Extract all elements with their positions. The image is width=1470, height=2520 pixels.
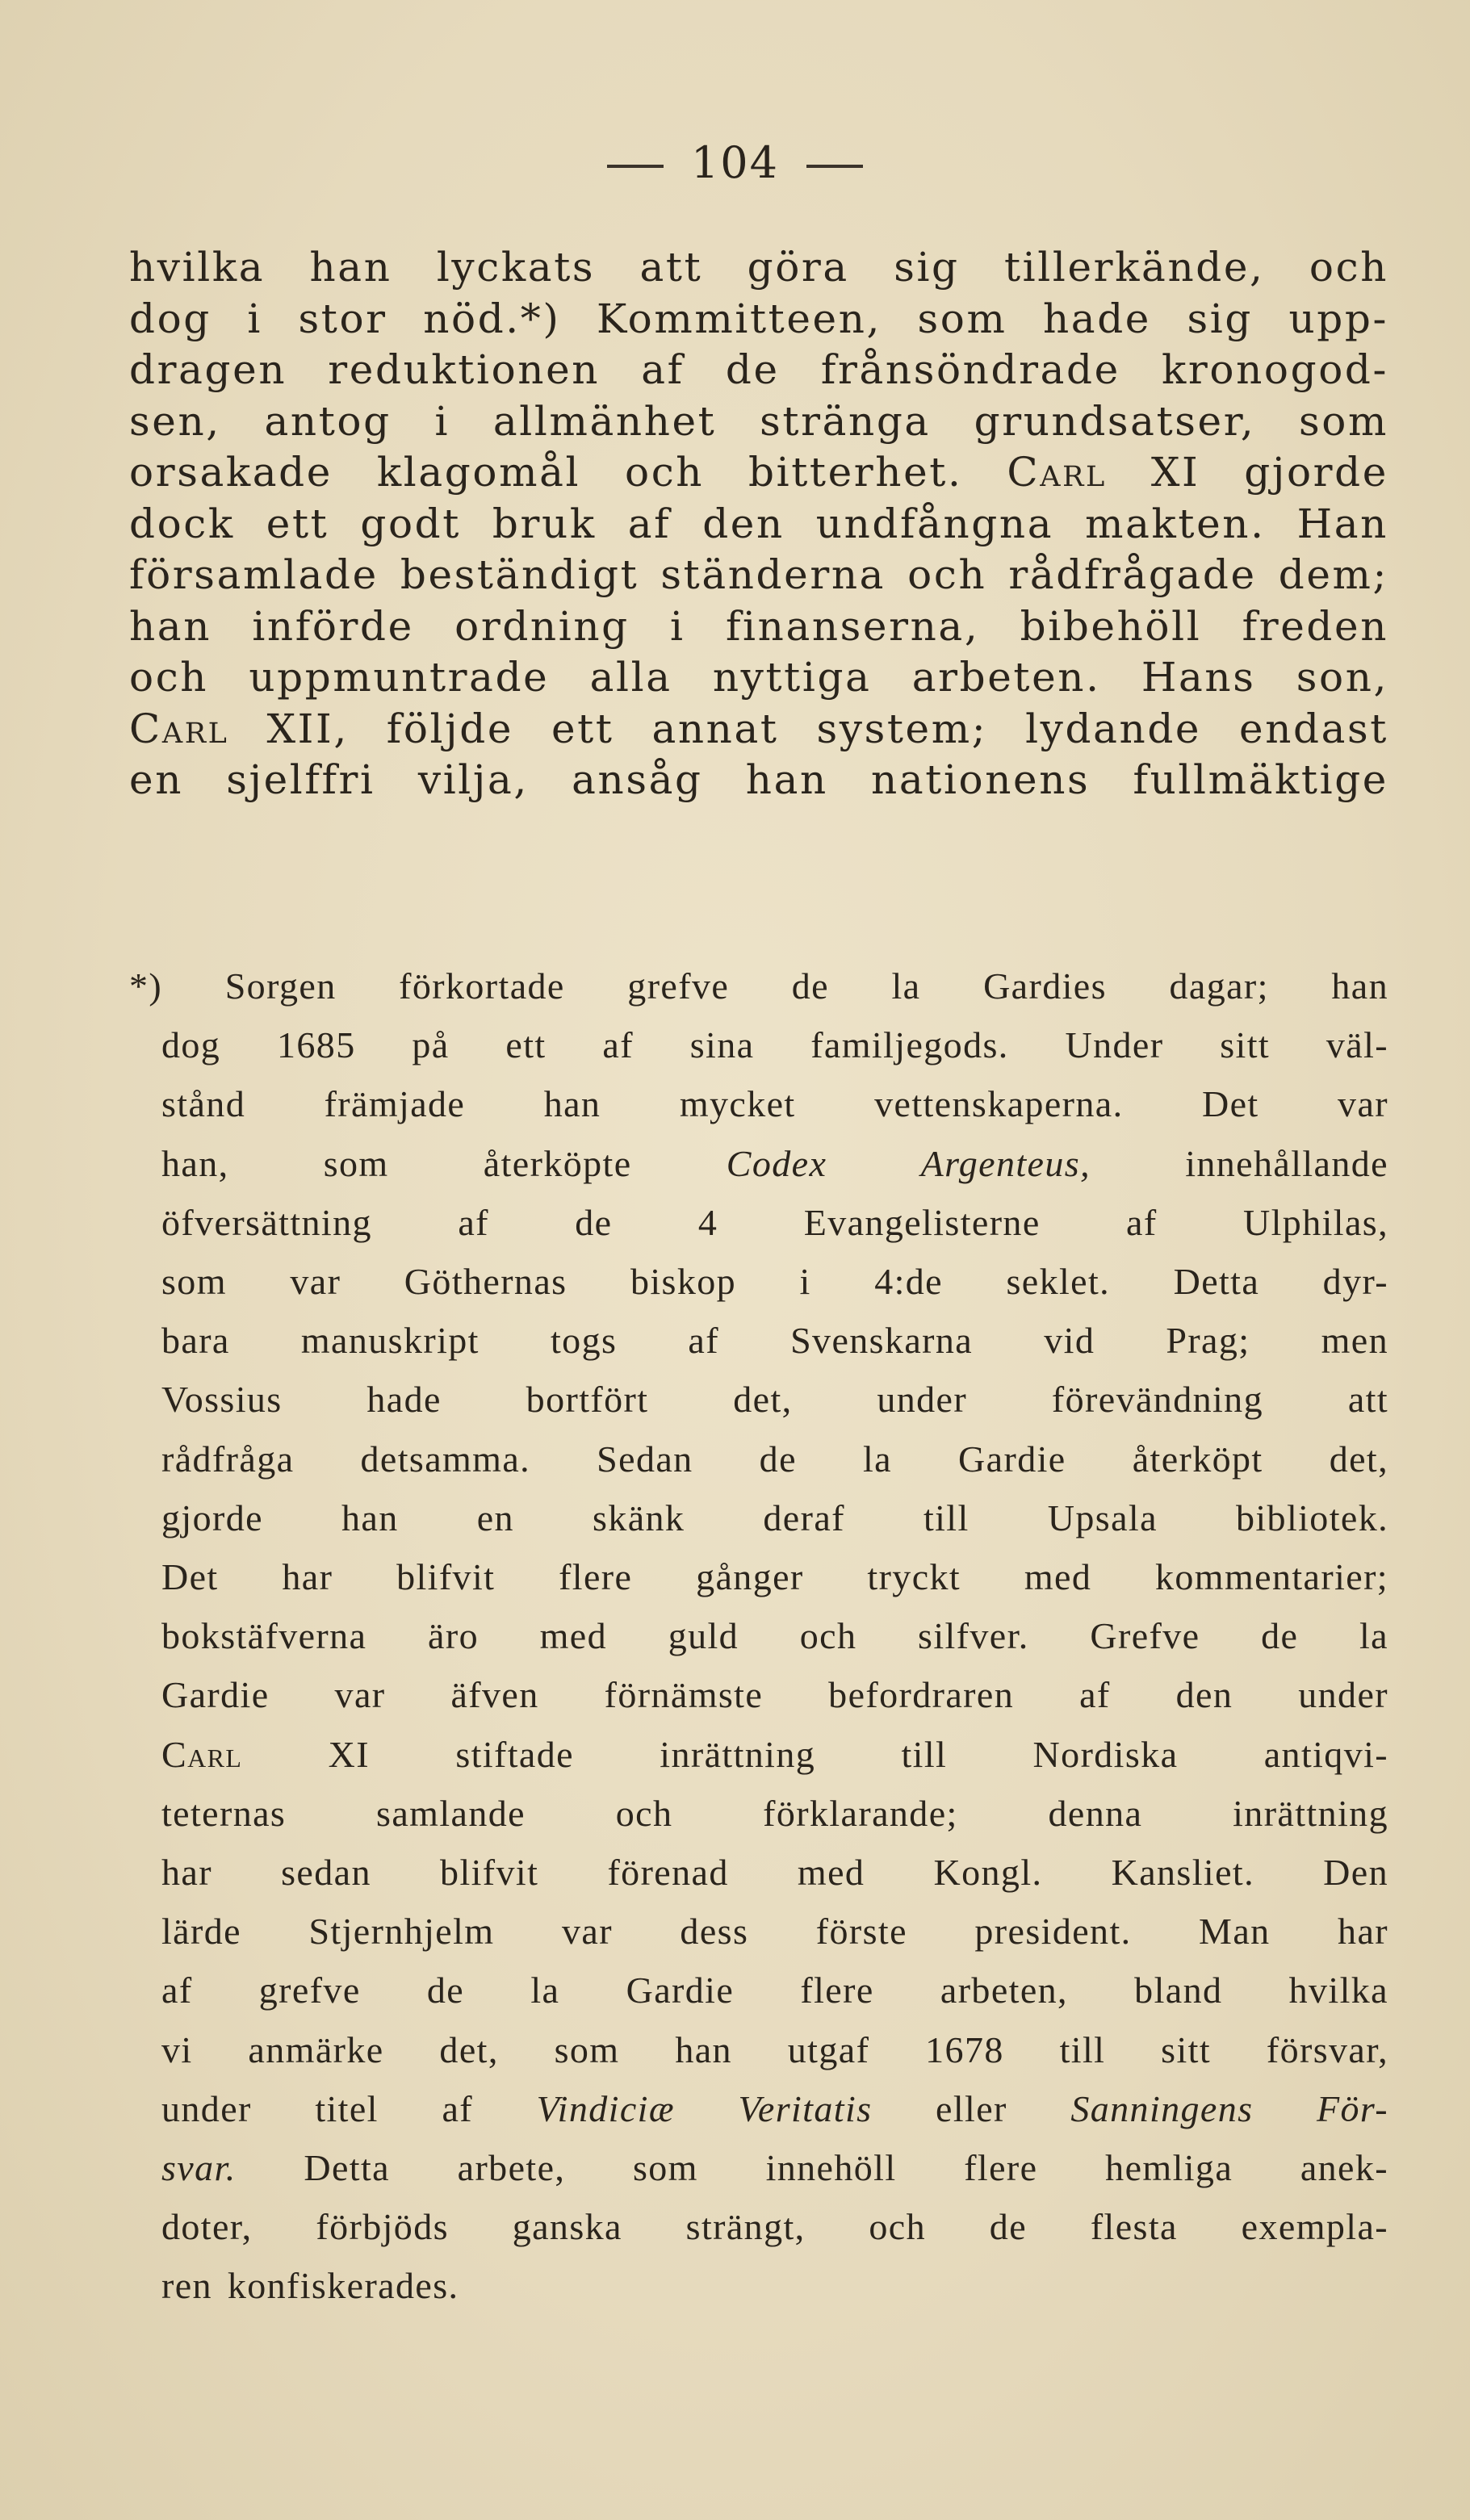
text-fragment: orsakade klagomål och bitterhet. bbox=[129, 449, 963, 496]
footnote-line bbox=[129, 1725, 1388, 1784]
footnote-line: rådfråga detsamma. Sedan de la Gardie återköpt det, bbox=[161, 1438, 1388, 1480]
footnote-line: stånd främjade han mycket vettenskaperna. Det var bbox=[161, 1083, 1388, 1125]
footnote-line: Vossius hade bortfört det, under förevändning att bbox=[161, 1379, 1388, 1421]
text-fragment: eller bbox=[936, 2087, 1007, 2129]
text-fragment: innehållande bbox=[1185, 1142, 1388, 1184]
footnote-line: har sedan blifvit förenad med Kongl. Kansliet. Den bbox=[161, 1852, 1388, 1894]
footnote-marker: *) bbox=[129, 965, 163, 1007]
footnote-line bbox=[129, 2079, 1388, 2138]
text-fragment: XII, följde ett annat system; lydande endast bbox=[266, 705, 1388, 752]
footnote-line: Gardie var äfven förnämste befordraren af den under bbox=[161, 1674, 1388, 1716]
footnote-line: gjorde han en skänk deraf till Upsala bibliotek. bbox=[161, 1497, 1388, 1538]
person-name-carl: Carl bbox=[129, 705, 229, 752]
text-line: han införde ordning i finanserna, bibehöll freden bbox=[129, 602, 1388, 650]
footnote-line: Det har blifvit flere gånger tryckt med kommentarier; bbox=[161, 1556, 1388, 1598]
footnote-line: vi anmärke det, som han utgaf 1678 till sitt försvar, bbox=[161, 2028, 1388, 2070]
text-line bbox=[129, 447, 1388, 499]
page-number: 104 bbox=[690, 137, 780, 188]
italic-title-codex-argenteus: Codex Argenteus, bbox=[726, 1142, 1091, 1184]
footnote-line: som var Göthernas biskop i 4:de seklet. Detta dyr- bbox=[161, 1261, 1388, 1303]
footnote-line bbox=[129, 2138, 1388, 2197]
text-fragment: XI stiftade inrättning till Nordiska antiqvi- bbox=[328, 1733, 1388, 1775]
italic-title-vindiciae-veritatis: Vindiciæ Veritatis bbox=[536, 2087, 873, 2129]
text-fragment: under titel af bbox=[161, 2087, 473, 2129]
footnote-line bbox=[129, 957, 1388, 1015]
italic-title-continuation: svar. bbox=[161, 2147, 237, 2189]
text-fragment: han, som återköpte bbox=[161, 1142, 632, 1184]
person-name-carl: Carl bbox=[1007, 449, 1107, 496]
footnote-line: doter, förbjöds ganska strängt, och de flesta exempla- bbox=[161, 2206, 1388, 2248]
text-fragment: Sorgen förkortade grefve de la Gardies dagar; han bbox=[224, 965, 1388, 1007]
text-line: dock ett godt bruk af den undfångna makten. Han bbox=[129, 500, 1388, 547]
footnote-line: lärde Stjernhjelm var dess förste president. Man har bbox=[161, 1911, 1388, 1953]
text-fragment: XI gjorde bbox=[1150, 449, 1388, 496]
text-line bbox=[129, 704, 1388, 756]
text-line: dog i stor nöd.*) Kommitteen, som hade sig upp- bbox=[129, 295, 1388, 342]
footnote-line: ren konfiskerades. bbox=[161, 2265, 459, 2307]
text-line: en sjelffri vilja, ansåg han nationens fullmäktige bbox=[129, 756, 1388, 803]
page-header bbox=[0, 137, 1470, 188]
footnote bbox=[129, 957, 1388, 2316]
footnote-line: bokstäfverna äro med guld och silfver. Grefve de la bbox=[161, 1615, 1388, 1657]
main-text bbox=[129, 242, 1388, 806]
text-line: dragen reduktionen af de frånsöndrade kronogod- bbox=[129, 346, 1388, 393]
italic-title-sanningens-forsvar: Sanningens För- bbox=[1070, 2087, 1388, 2129]
person-name-carl: Carl bbox=[161, 1733, 243, 1775]
footnote-line: bara manuskript togs af Svenskarna vid Prag; men bbox=[161, 1320, 1388, 1362]
footnote-line bbox=[129, 1134, 1388, 1193]
right-dash-ornament bbox=[806, 165, 863, 168]
footnote-line: af grefve de la Gardie flere arbeten, bland hvilka bbox=[161, 1970, 1388, 2011]
text-line: sen, antog i allmänhet stränga grundsatser, som bbox=[129, 397, 1388, 445]
footnote-line: öfversättning af de 4 Evangelisterne af Ulphilas, bbox=[161, 1201, 1388, 1243]
text-line: församlade beständigt ständerna och rådfrågade dem; bbox=[129, 551, 1388, 598]
text-fragment: Detta arbete, som innehöll flere hemliga anek- bbox=[304, 2147, 1388, 2189]
text-line: hvilka han lyckats att göra sig tillerkände, och bbox=[129, 244, 1388, 291]
left-dash-ornament bbox=[607, 165, 664, 168]
text-line: och uppmuntrade alla nyttiga arbeten. Hans son, bbox=[129, 654, 1388, 701]
footnote-line: dog 1685 på ett af sina familjegods. Under sitt väl- bbox=[161, 1024, 1388, 1066]
footnote-line: teternas samlande och förklarande; denna inrättning bbox=[161, 1792, 1388, 1834]
